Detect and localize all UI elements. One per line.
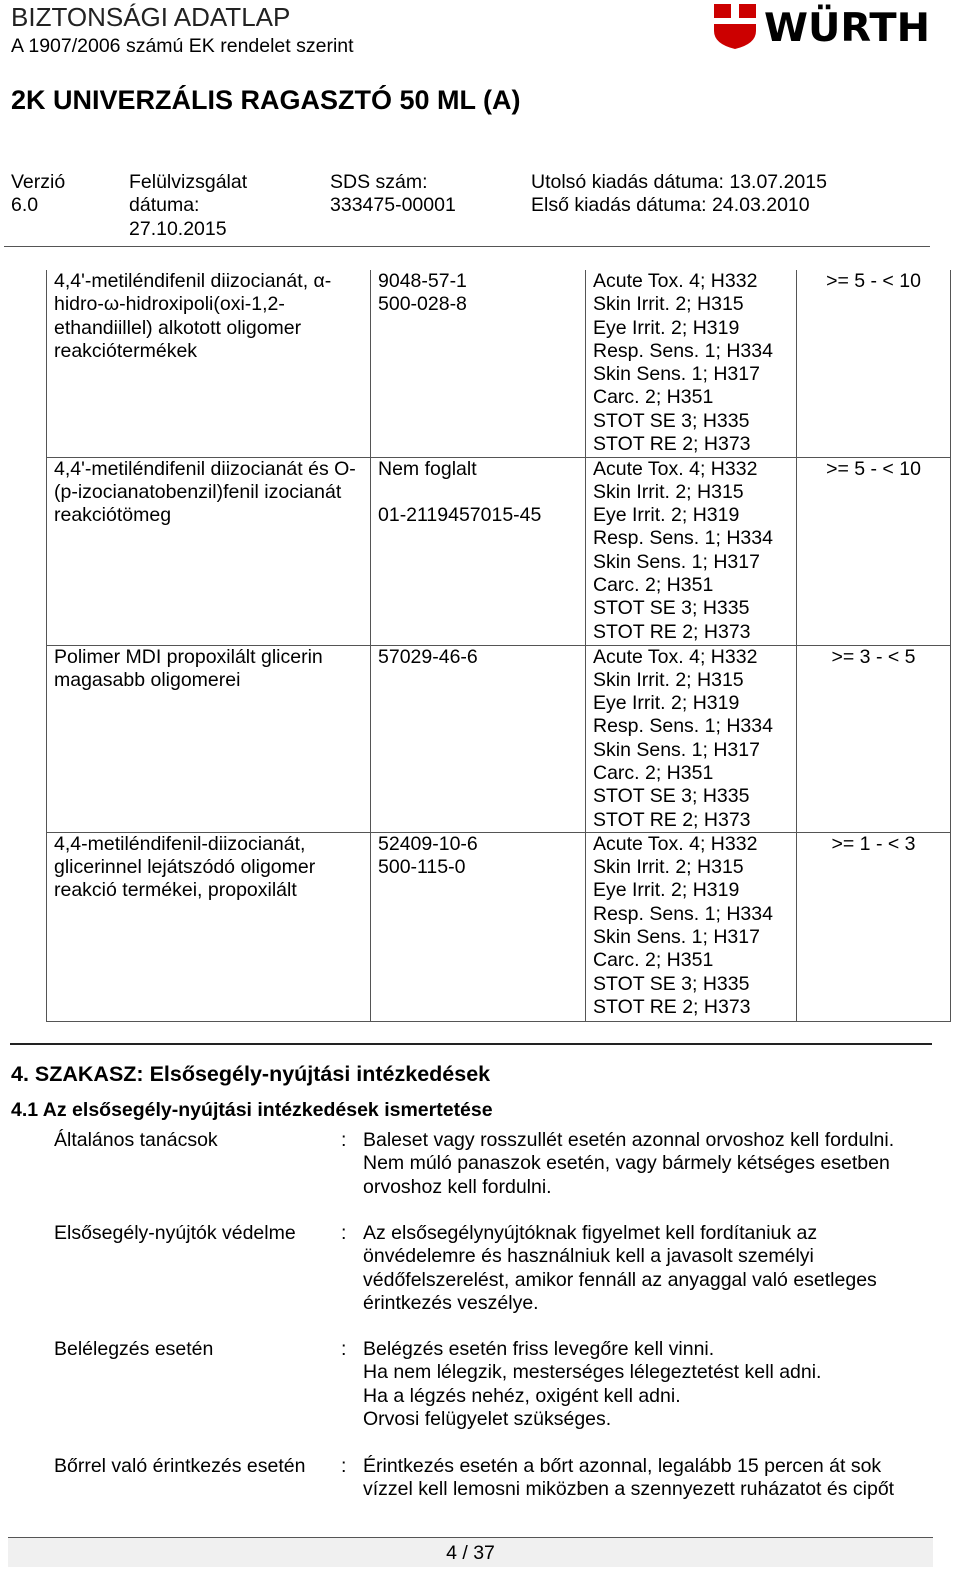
product-name: 2K UNIVERZÁLIS RAGASZTÓ 50 ML (A) (11, 85, 521, 115)
cas-number: Nem foglalt (378, 457, 477, 480)
regulation-subtitle: A 1907/2006 számú EK rendelet szerint (11, 35, 354, 57)
header-divider (4, 246, 930, 247)
first-aid-text-rescuer: Az elsősegélynyújtóknak figyelmet kell fordítaniuk az önvédelemre és használniuk kell a javasolt személyi védőfelszerelést, amikor fennáll az anyaggal való esetleges érintkezés veszélye. (363, 1222, 877, 1314)
wurth-logo (712, 1, 932, 51)
first-aid-label-inhalation: Belélegzés esetén (54, 1338, 214, 1360)
cas-cell (371, 645, 586, 832)
concentration: >= 3 - < 5 (797, 645, 951, 832)
first-aid-text-skin: Érintkezés esetén a bőrt azonnal, legalább 15 percen át sok vízzel kell lemosni miközben a szennyezett ruházatot és cipőt (363, 1455, 895, 1501)
label-separator: : (341, 1338, 347, 1360)
cas-number: 57029-46-6 (378, 645, 478, 668)
document-title: BIZTONSÁGI ADATLAP (11, 2, 291, 32)
component-name: 4,4-metiléndifenil-diizocianát, glicerinnel lejátszódó oligomer reakció termékei, propoxilált (47, 832, 371, 1021)
version-field: Verzió 6.0 (11, 171, 66, 217)
table-row (47, 270, 951, 457)
label-separator: : (341, 1455, 347, 1477)
logo-wordmark: WÜRTH (764, 6, 927, 51)
revision-date-field: Felülvizsgálat dátuma: 27.10.2015 (129, 171, 248, 240)
first-aid-label-skin: Bőrrel való érintkezés esetén (54, 1455, 306, 1477)
table-row (47, 832, 951, 1021)
classification: Acute Tox. 4; H332 Skin Irrit. 2; H315 Eye Irrit. 2; H319 Resp. Sens. 1; H334 Skin Sens. 1; H317 Carc. 2; H351 STOT SE 3; H335 STOT RE 2; H373 (586, 457, 797, 645)
section-4-1-title: 4.1 Az elsősegély-nyújtási intézkedések ismertetése (11, 1099, 493, 1121)
section-4-title: 4. SZAKASZ: Elsősegély-nyújtási intézkedések (11, 1062, 491, 1086)
issue-dates-field: Utolsó kiadás dátuma: 13.07.2015 Első kiadás dátuma: 24.03.2010 (531, 171, 827, 217)
first-aid-label-rescuer: Elsősegély-nyújtók védelme (54, 1222, 296, 1244)
component-name: Polimer MDI propoxilált glicerin magasabb oligomerei (47, 645, 371, 832)
classification: Acute Tox. 4; H332 Skin Irrit. 2; H315 Eye Irrit. 2; H319 Resp. Sens. 1; H334 Skin Sens. 1; H317 Carc. 2; H351 STOT SE 3; H335 STOT RE 2; H373 (586, 645, 797, 832)
component-name: 4,4'-metiléndifenil diizocianát és O-(p-izocianatobenzil)fenil izocianát reakciótömeg (47, 457, 371, 645)
concentration: >= 5 - < 10 (797, 270, 951, 457)
cas-cell (371, 832, 586, 1021)
page-number: 4 / 37 (446, 1542, 495, 1564)
first-aid-text-inhalation: Belégzés esetén friss levegőre kell vinni. Ha nem lélegzik, mesterséges lélegeztetést kell adni. Ha a légzés nehéz, oxigént kell adni. Orvosi felügyelet szükséges. (363, 1338, 822, 1430)
hazardous-components-table (46, 270, 951, 1022)
concentration: >= 1 - < 3 (797, 832, 951, 1021)
footer-divider (8, 1537, 933, 1538)
cas-number: 52409-10-6 (378, 832, 478, 855)
classification: Acute Tox. 4; H332 Skin Irrit. 2; H315 Eye Irrit. 2; H319 Resp. Sens. 1; H334 Skin Sens. 1; H317 Carc. 2; H351 STOT SE 3; H335 STOT RE 2; H373 (586, 270, 797, 457)
section-divider (10, 1043, 932, 1045)
cas-cell (371, 457, 586, 645)
wurth-logo-mark (712, 1, 932, 51)
concentration: >= 5 - < 10 (797, 457, 951, 645)
label-separator: : (341, 1129, 347, 1151)
cas-cell (371, 270, 586, 457)
table-row (47, 645, 951, 832)
label-separator: : (341, 1222, 347, 1244)
ec-number: 500-115-0 (378, 856, 466, 879)
sds-number-field: SDS szám: 333475-00001 (330, 171, 456, 217)
ec-number: 500-028-8 (378, 293, 467, 316)
registration-number: 01-2119457015-45 (378, 504, 542, 527)
first-aid-label-general: Általános tanácsok (54, 1129, 218, 1151)
component-name: 4,4'-metiléndifenil diizocianát, α-hidro-ω-hidroxipoli(oxi-1,2-ethandiillel) alkotott oligomer reakciótermékek (47, 270, 371, 457)
table-row (47, 457, 951, 645)
classification: Acute Tox. 4; H332 Skin Irrit. 2; H315 Eye Irrit. 2; H319 Resp. Sens. 1; H334 Skin Sens. 1; H317 Carc. 2; H351 STOT SE 3; H335 STOT RE 2; H373 (586, 832, 797, 1021)
first-aid-text-general: Baleset vagy rosszullét esetén azonnal orvoshoz kell fordulni. Nem múló panaszok esetén, vagy bármely kétséges esetben orvoshoz kell fordulni. (363, 1129, 895, 1198)
cas-number: 9048-57-1 (378, 270, 467, 292)
